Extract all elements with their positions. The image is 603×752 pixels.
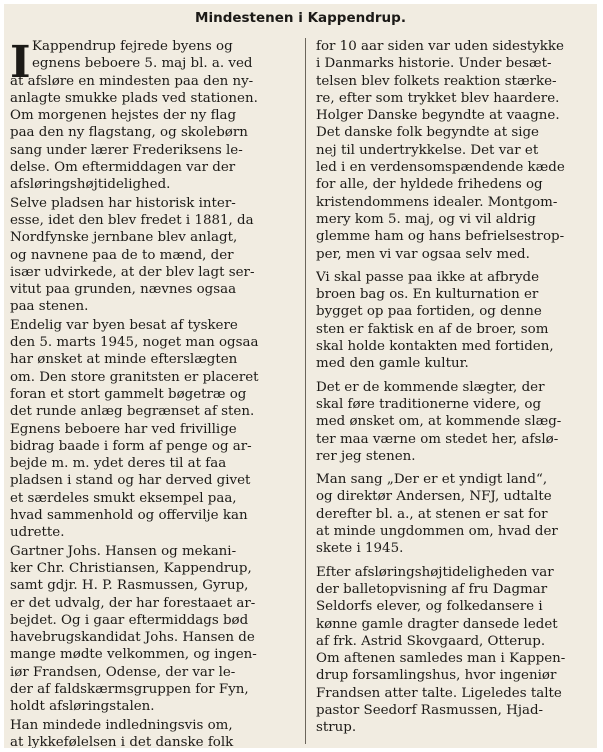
text-line: og direktør Andersen, NFJ, udtalte [316,489,552,505]
text-line: udrette. [10,525,65,541]
paragraph [316,38,597,263]
text-line: der balletopvisning af fru Dagmar [316,581,548,597]
text-line: esse, idet den blev fredet i 1881, da [10,212,254,228]
text-line: hvad sammenhold og offervilje kan [10,508,248,524]
text-line: at afsløre en mindesten paa den ny- [10,73,254,89]
headline: Mindestenen i Kappendrup. [195,10,406,26]
text-line: om. Den store granitsten er placeret [10,369,259,385]
right-column [316,38,597,743]
paragraph [316,564,597,737]
text-line: Man sang „Der er et yndigt land“, [316,472,548,488]
text-line: Endelig var byen besat af tyskere [10,317,238,333]
text-line: pladsen i stand og har derved givet [10,473,251,489]
text-line: led i en verdensomspændende kæde [316,160,565,176]
text-line: og navnene paa de to mænd, der [10,247,234,263]
text-line: i Danmarks historie. Under besæt- [316,56,552,72]
text-line: re, efter som trykket blev haardere. [316,90,560,106]
text-line: Selve pladsen har historisk inter- [10,195,236,211]
text-line: Han mindede indledningsvis om, [10,717,233,733]
text-line: delse. Om eftermiddagen var der [10,160,236,176]
text-line: bygget op paa fortiden, og denne [316,304,542,320]
paragraph [316,379,597,465]
text-line: Det danske folk begyndte at sige [316,125,539,141]
text-line: mange mødte velkommen, og ingen- [10,647,257,663]
paragraph [316,269,597,373]
text-line: Holger Danske begyndte at vaagne. [316,108,560,124]
text-line: paa stenen. [10,299,89,315]
text-line: afsløringshøjtidelighed. [10,177,171,193]
text-line: sang under lærer Frederiksens le- [10,142,243,158]
text-line: Nordfynske jernbane blev anlagt, [10,230,238,246]
text-line: rer jeg stenen. [316,448,416,464]
text-line: Det er de kommende slægter, der [316,379,545,395]
text-line: skal føre traditionerne videre, og [316,396,542,412]
text-line: Frandsen atter talte. Ligeledes talte [316,685,562,701]
text-line: nej til undertrykkelse. Det var et [316,142,539,158]
text-line: kristendommens idealer. Montgom- [316,194,558,210]
text-line: skal holde kontakten med fortiden, [316,339,554,355]
text-line: Gartner Johs. Hansen og mekani- [10,543,237,559]
text-line: per, men vi var ogsaa selv med. [316,246,530,262]
newspaper-clipping [4,4,597,748]
text-line: telsen blev folkets reaktion stærke- [316,73,557,89]
text-line: der af faldskærmsgruppen for Fyn, [10,681,249,697]
text-line: Om morgenen hejstes der ny flag [10,108,237,124]
text-line: strup. [316,720,357,736]
paragraph [10,543,299,716]
text-line: Egnens beboere har ved frivillige [10,421,237,437]
left-column [10,38,299,748]
text-line: at lykkefølelsen i det danske folk [10,734,234,748]
text-line: Kappendrup fejrede byens og [32,39,233,54]
text-line: at minde ungdommen om, hvad der [316,524,558,540]
text-line: især udvirkede, at der blev lagt ser- [10,264,255,280]
column-divider [305,38,306,744]
paragraph [10,38,299,194]
text-line: havebrugskandidat Johs. Hansen de [10,630,255,646]
text-line: det runde anlæg begrænset af sten. [10,404,255,420]
text-line: foran et stort gammelt bøgetræ og [10,386,247,402]
text-line: kønne gamle dragter dansede ledet [316,616,558,632]
paragraph [10,195,299,316]
text-line: iør Frandsen, Odense, der var le- [10,664,236,680]
text-line: bejdet. Og i gaar eftermiddags bød [10,612,249,628]
drop-cap: I [10,37,31,88]
text-line: egnens beboere 5. maj bl. a. ved [32,56,253,72]
text-line: med den gamle kultur. [316,356,469,372]
text-line: vitut paa grunden, nævnes ogsaa [10,282,237,298]
text-line: glemme ham og hans befrielsestrop- [316,229,565,245]
text-line: for 10 aar siden var uden sidestykke [316,39,564,54]
text-line: den 5. marts 1945, noget man ogsaa [10,335,259,351]
text-line: har ønsket at minde efterslægten [10,352,238,368]
text-line: Seldorfs elever, og folkedansere i [316,599,543,615]
paragraph [10,317,299,542]
text-line: af frk. Astrid Skovgaard, Otterup. [316,633,546,649]
text-line: ter maa værne om stedet her, afslø- [316,431,559,447]
text-line: Efter afsløringshøjtideligheden var [316,564,554,580]
text-line: derefter bl. a., at stenen er sat for [316,506,548,522]
text-line: bidrag baade i form af penge og ar- [10,438,252,454]
paragraph [316,471,597,557]
text-line: paa den ny flagstang, og skolebørn [10,125,248,141]
text-line: med ønsket om, at kommende slæg- [316,414,562,430]
text-line: for alle, der hyldede frihedens og [316,177,543,193]
text-line: broen bag os. En kulturnation er [316,287,539,303]
text-line: ker Chr. Christiansen, Kappendrup, [10,560,252,576]
text-line: Om aftenen samledes man i Kappen- [316,651,566,667]
text-line: holdt afsløringstalen. [10,699,155,715]
text-line: sten er faktisk en af de broer, som [316,321,549,337]
text-line: drup forsamlingshus, hvor ingeniør [316,668,557,684]
paragraph [10,717,299,748]
text-line: skete i 1945. [316,541,404,557]
text-line: anlagte smukke plads ved stationen. [10,90,258,106]
text-line: et særdeles smukt eksempel paa, [10,490,237,506]
text-line: Vi skal passe paa ikke at afbryde [316,269,540,285]
text-line: samt gdjr. H. P. Rasmussen, Gyrup, [10,578,249,594]
text-line: pastor Seedorf Rasmussen, Hjad- [316,702,544,718]
text-line: bejde m. m. ydet deres til at faa [10,456,227,472]
text-line: er det udvalg, der har forestaaet ar- [10,595,256,611]
text-line: mery kom 5. maj, og vi vil aldrig [316,211,536,227]
